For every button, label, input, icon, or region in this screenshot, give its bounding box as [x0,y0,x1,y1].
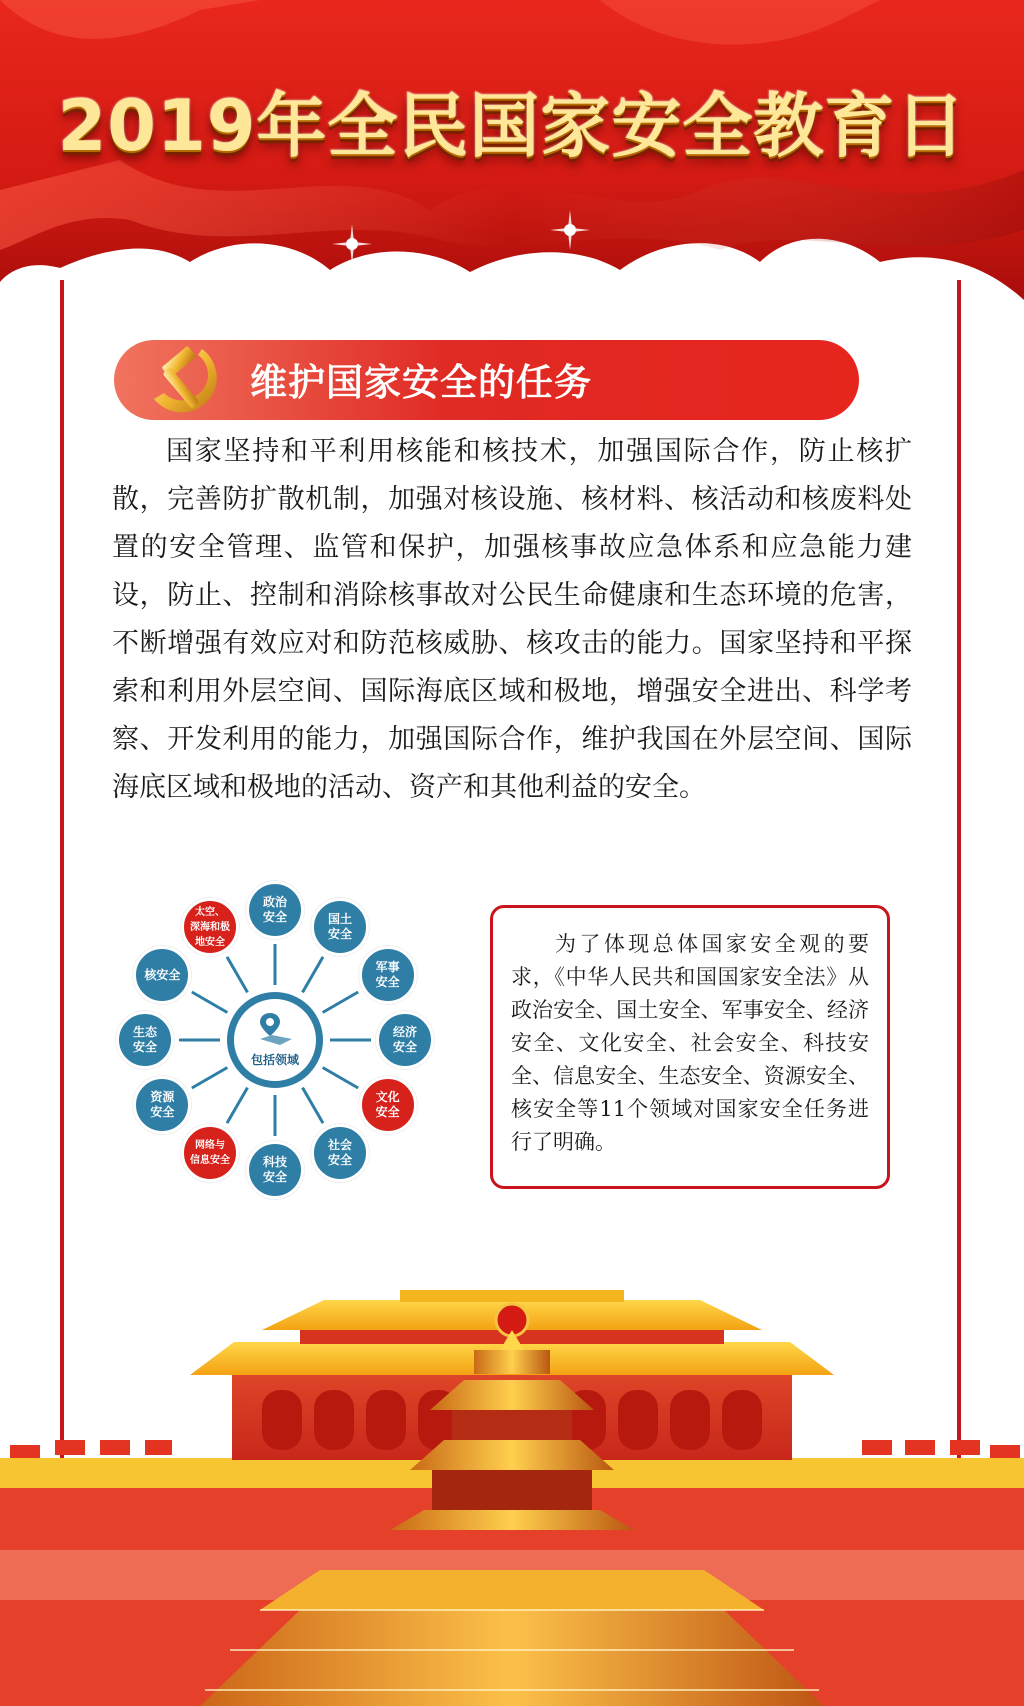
diagram-node: 太空、 深海和极 地安全 [181,898,239,956]
diagram-node: 文化 安全 [359,1076,417,1134]
diagram-node: 生态 安全 [116,1011,174,1069]
diagram-spoke [227,1088,248,1124]
diagram-spoke [323,1068,359,1089]
diagram-node: 政治 安全 [246,881,304,939]
diagram-spoke [303,1088,324,1124]
sparkle-icon [330,222,374,266]
diagram-spoke [303,957,324,993]
map-pin-icon [256,1009,296,1049]
diagram-spoke [227,957,248,993]
hammer-sickle-icon [142,335,232,425]
diagram-spoke [323,992,359,1013]
section-body-text: 国家坚持和平利用核能和核技术，加强国际合作，防止核扩散，完善防扩散机制，加强对核设施、核材料、核活动和核废料处置的安全管理、监管和保护，加强核事故应急体系和应急能力建设，防止、控制和消除核事故对公民生命健康和生态环境的危害，不断增强有效应对和防范核威胁、核攻击的能力。国家坚持和平探索和利用外层空间、国际海底区域和极地，增强安全进出、科学考察、开发利用的能力，加强国际合作，维护我国在外层空间、国际海底区域和极地的活动、资产和其他利益的安全。 [112,436,912,803]
poster-title: 2019年全民国家安全教育日 [57,85,967,167]
diagram-node: 经济 安全 [376,1011,434,1069]
diagram-spoke [192,992,228,1013]
diagram-center-node [227,992,323,1088]
diagram-spoke [192,1068,228,1089]
diagram-node: 社会 安全 [311,1124,369,1182]
section-title: 维护国家安全的任务 [250,361,592,404]
diagram-node: 科技 安全 [246,1141,304,1199]
diagram-center-label: 包括领域 [250,1053,299,1067]
diagram-node: 网络与 信息安全 [181,1124,239,1182]
diagram-node: 国土 安全 [311,898,369,956]
diagram-node: 核安全 [133,946,191,1004]
security-domains-diagram [110,875,440,1205]
diagram-node: 资源 安全 [133,1076,191,1134]
diagram-node: 军事 安全 [359,946,417,1004]
sparkle-icon [548,208,592,252]
info-box [490,905,890,1189]
tiananmen-temple-illustration [0,1280,1024,1706]
info-box-text: 为了体现总体国家安全观的要求，《中华人民共和国国家安全法》从政治安全、国土安全、军事安全、经济安全、文化安全、社会安全、科技安全、信息安全、生态安全、资源安全、核安全等11个领域对国家安全任务进行了明确。 [511,932,869,1154]
